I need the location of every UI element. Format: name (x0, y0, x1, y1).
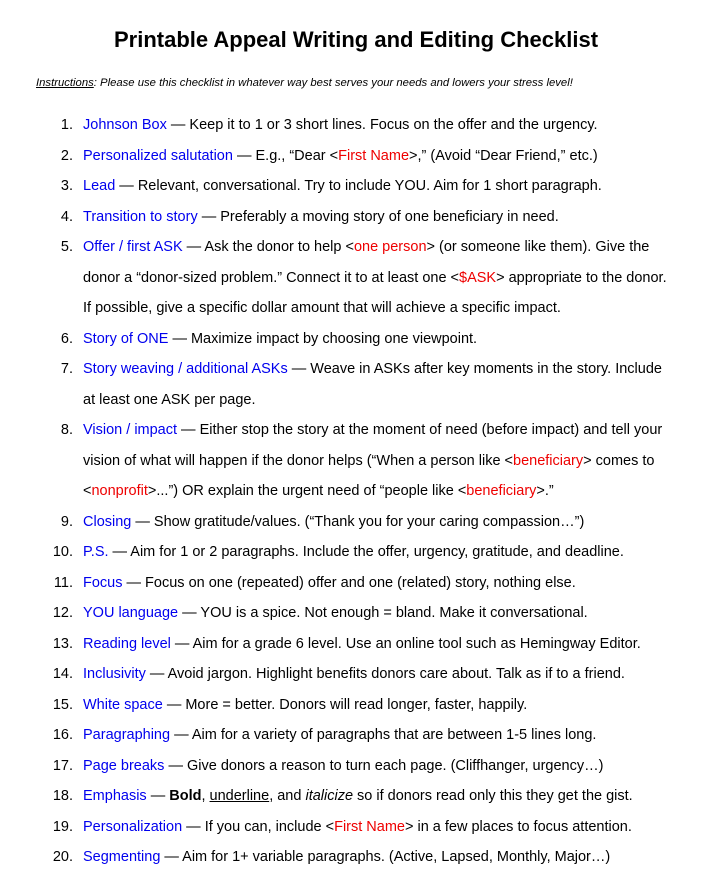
item-text: — Preferably a moving story of one beneficiary in need. (197, 208, 559, 225)
item-text: , (201, 788, 210, 804)
instructions (36, 75, 696, 91)
item-number: 12. (52, 605, 73, 621)
item-number: 19. (52, 818, 73, 835)
item-text: — Ask the donor to help < (182, 239, 354, 255)
item-number: 5. (60, 239, 73, 255)
checklist (0, 110, 712, 873)
item-text: — Aim for 1 or 2 paragraphs. Include the offer, urgency, gratitude, and deadline. (108, 544, 624, 560)
checklist-item (0, 415, 667, 507)
item-text: > (or someone like them). Give the donor a “donor-sized problem.” Connect it to at least one < (83, 239, 650, 286)
item-number: 10. (52, 544, 73, 560)
item-number: 20. (52, 849, 73, 865)
item-text: > appropriate to the donor. If possible, give a specific dollar amount that will achieve a specific impact. (83, 269, 667, 316)
placeholder-token: First Name (334, 818, 405, 835)
item-number: 6. (60, 330, 73, 347)
item-text: so if donors read only this they get the gist. (353, 788, 633, 804)
item-text: >...”) OR explain the urgent need of “people like < (147, 483, 467, 499)
checklist-item (0, 842, 667, 873)
item-text: — Either stop the story at the moment of need (before impact) and tell your vision of what will happen if the donor helps (“When a person like < (83, 422, 663, 469)
checklist-item (0, 324, 667, 355)
checklist-item (0, 537, 667, 568)
bold-text: Bold (169, 788, 202, 804)
item-number: 16. (52, 727, 73, 743)
checklist-item (0, 812, 667, 843)
item-text: > comes to < (83, 452, 655, 499)
item-text: — If you can, include < (182, 818, 335, 835)
item-text: — Maximize impact by choosing one viewpoint. (168, 330, 478, 347)
instructions-text: : Please use this checklist in whatever way best serves your needs and lowers your stress level! (93, 77, 573, 89)
checklist-item (0, 202, 667, 233)
placeholder-token: First Name (338, 147, 410, 164)
item-term: Personalized salutation (83, 147, 233, 164)
item-text: — Relevant, conversational. Try to include YOU. Aim for 1 short paragraph. (115, 178, 602, 194)
item-term: YOU language (83, 605, 179, 621)
checklist-item (0, 141, 667, 172)
checklist-item (0, 354, 667, 415)
checklist-item (0, 568, 667, 599)
placeholder-token: nonprofit (91, 483, 148, 499)
item-term: Vision / impact (83, 422, 178, 438)
page-title: Printable Appeal Writing and Editing Checklist (113, 27, 599, 52)
item-number: 13. (52, 635, 73, 652)
item-number: 15. (52, 696, 73, 713)
item-number: 9. (60, 513, 73, 530)
item-number: 2. (60, 147, 73, 164)
item-text: — Keep it to 1 or 3 short lines. Focus on the offer and the urgency. (166, 117, 598, 133)
item-term: Personalization (83, 818, 183, 835)
item-text: — Aim for a variety of paragraphs that are between 1-5 lines long. (170, 727, 597, 743)
item-number: 4. (60, 208, 73, 225)
item-term: Page breaks (83, 757, 165, 774)
item-text: — Aim for 1+ variable paragraphs. (Active, Lapsed, Monthly, Major…) (160, 849, 611, 865)
item-term: Offer / first ASK (83, 239, 183, 255)
item-text: — More = better. Donors will read longer, faster, happily. (162, 696, 528, 713)
item-number: 7. (60, 361, 73, 377)
checklist-item (0, 781, 667, 812)
item-text: — Show gratitude/values. (“Thank you for your caring compassion…”) (131, 513, 585, 530)
item-term: Story weaving / additional ASKs (83, 361, 288, 377)
checklist-item (0, 720, 667, 751)
checklist-item (0, 232, 667, 324)
placeholder-token: beneficiary (513, 452, 584, 469)
italic-text: italicize (305, 788, 354, 804)
item-term: Johnson Box (83, 117, 167, 133)
item-text: — E.g., “Dear < (232, 147, 339, 164)
item-number: 3. (60, 178, 73, 194)
item-term: White space (83, 696, 163, 713)
item-text: — Give donors a reason to turn each page. (Cliffhanger, urgency…) (164, 757, 604, 774)
item-term: Story of ONE (83, 330, 169, 347)
item-term: P.S. (83, 544, 109, 560)
placeholder-token: one person (353, 239, 427, 255)
item-term: Transition to story (83, 208, 198, 225)
checklist-item (0, 629, 667, 660)
item-number: 8. (60, 422, 73, 438)
item-text: — (146, 788, 170, 804)
item-text: — Avoid jargon. Highlight benefits donors care about. Talk as if to a friend. (145, 666, 625, 682)
item-text: — YOU is a spice. Not enough = bland. Make it conversational. (178, 605, 588, 621)
item-term: Paragraphing (83, 727, 171, 743)
placeholder-token: beneficiary (466, 483, 537, 499)
item-text: , and (269, 788, 306, 804)
item-term: Emphasis (83, 788, 147, 804)
item-text: — Weave in ASKs after key moments in the story. Include at least one ASK per page. (83, 361, 662, 408)
item-text: — Focus on one (repeated) offer and one (related) story, nothing else. (122, 574, 576, 591)
checklist-item (0, 690, 667, 721)
checklist-item (0, 171, 667, 202)
checklist-item (0, 598, 667, 629)
instructions-label: Instructions (36, 77, 94, 89)
item-number: 18. (52, 788, 73, 804)
item-text: >.” (536, 483, 554, 499)
item-term: Lead (83, 178, 116, 194)
checklist-item (0, 751, 667, 782)
underlined-text: underline (209, 788, 270, 804)
item-term: Closing (83, 513, 132, 530)
checklist-item (0, 659, 667, 690)
placeholder-token: $ASK (459, 269, 497, 286)
checklist-item (0, 507, 667, 538)
item-text: > in a few places to focus attention. (405, 818, 632, 835)
item-number: 14. (52, 666, 73, 682)
item-term: Inclusivity (83, 666, 146, 682)
item-text: >,” (Avoid “Dear Friend,” etc.) (409, 147, 598, 164)
checklist-item (0, 110, 667, 141)
item-text: — Aim for a grade 6 level. Use an online tool such as Hemingway Editor. (170, 635, 641, 652)
item-term: Segmenting (83, 849, 161, 865)
item-term: Reading level (83, 635, 171, 652)
item-number: 1. (60, 117, 73, 133)
item-number: 17. (52, 757, 73, 774)
item-term: Focus (83, 574, 123, 591)
item-number: 11. (53, 574, 73, 591)
